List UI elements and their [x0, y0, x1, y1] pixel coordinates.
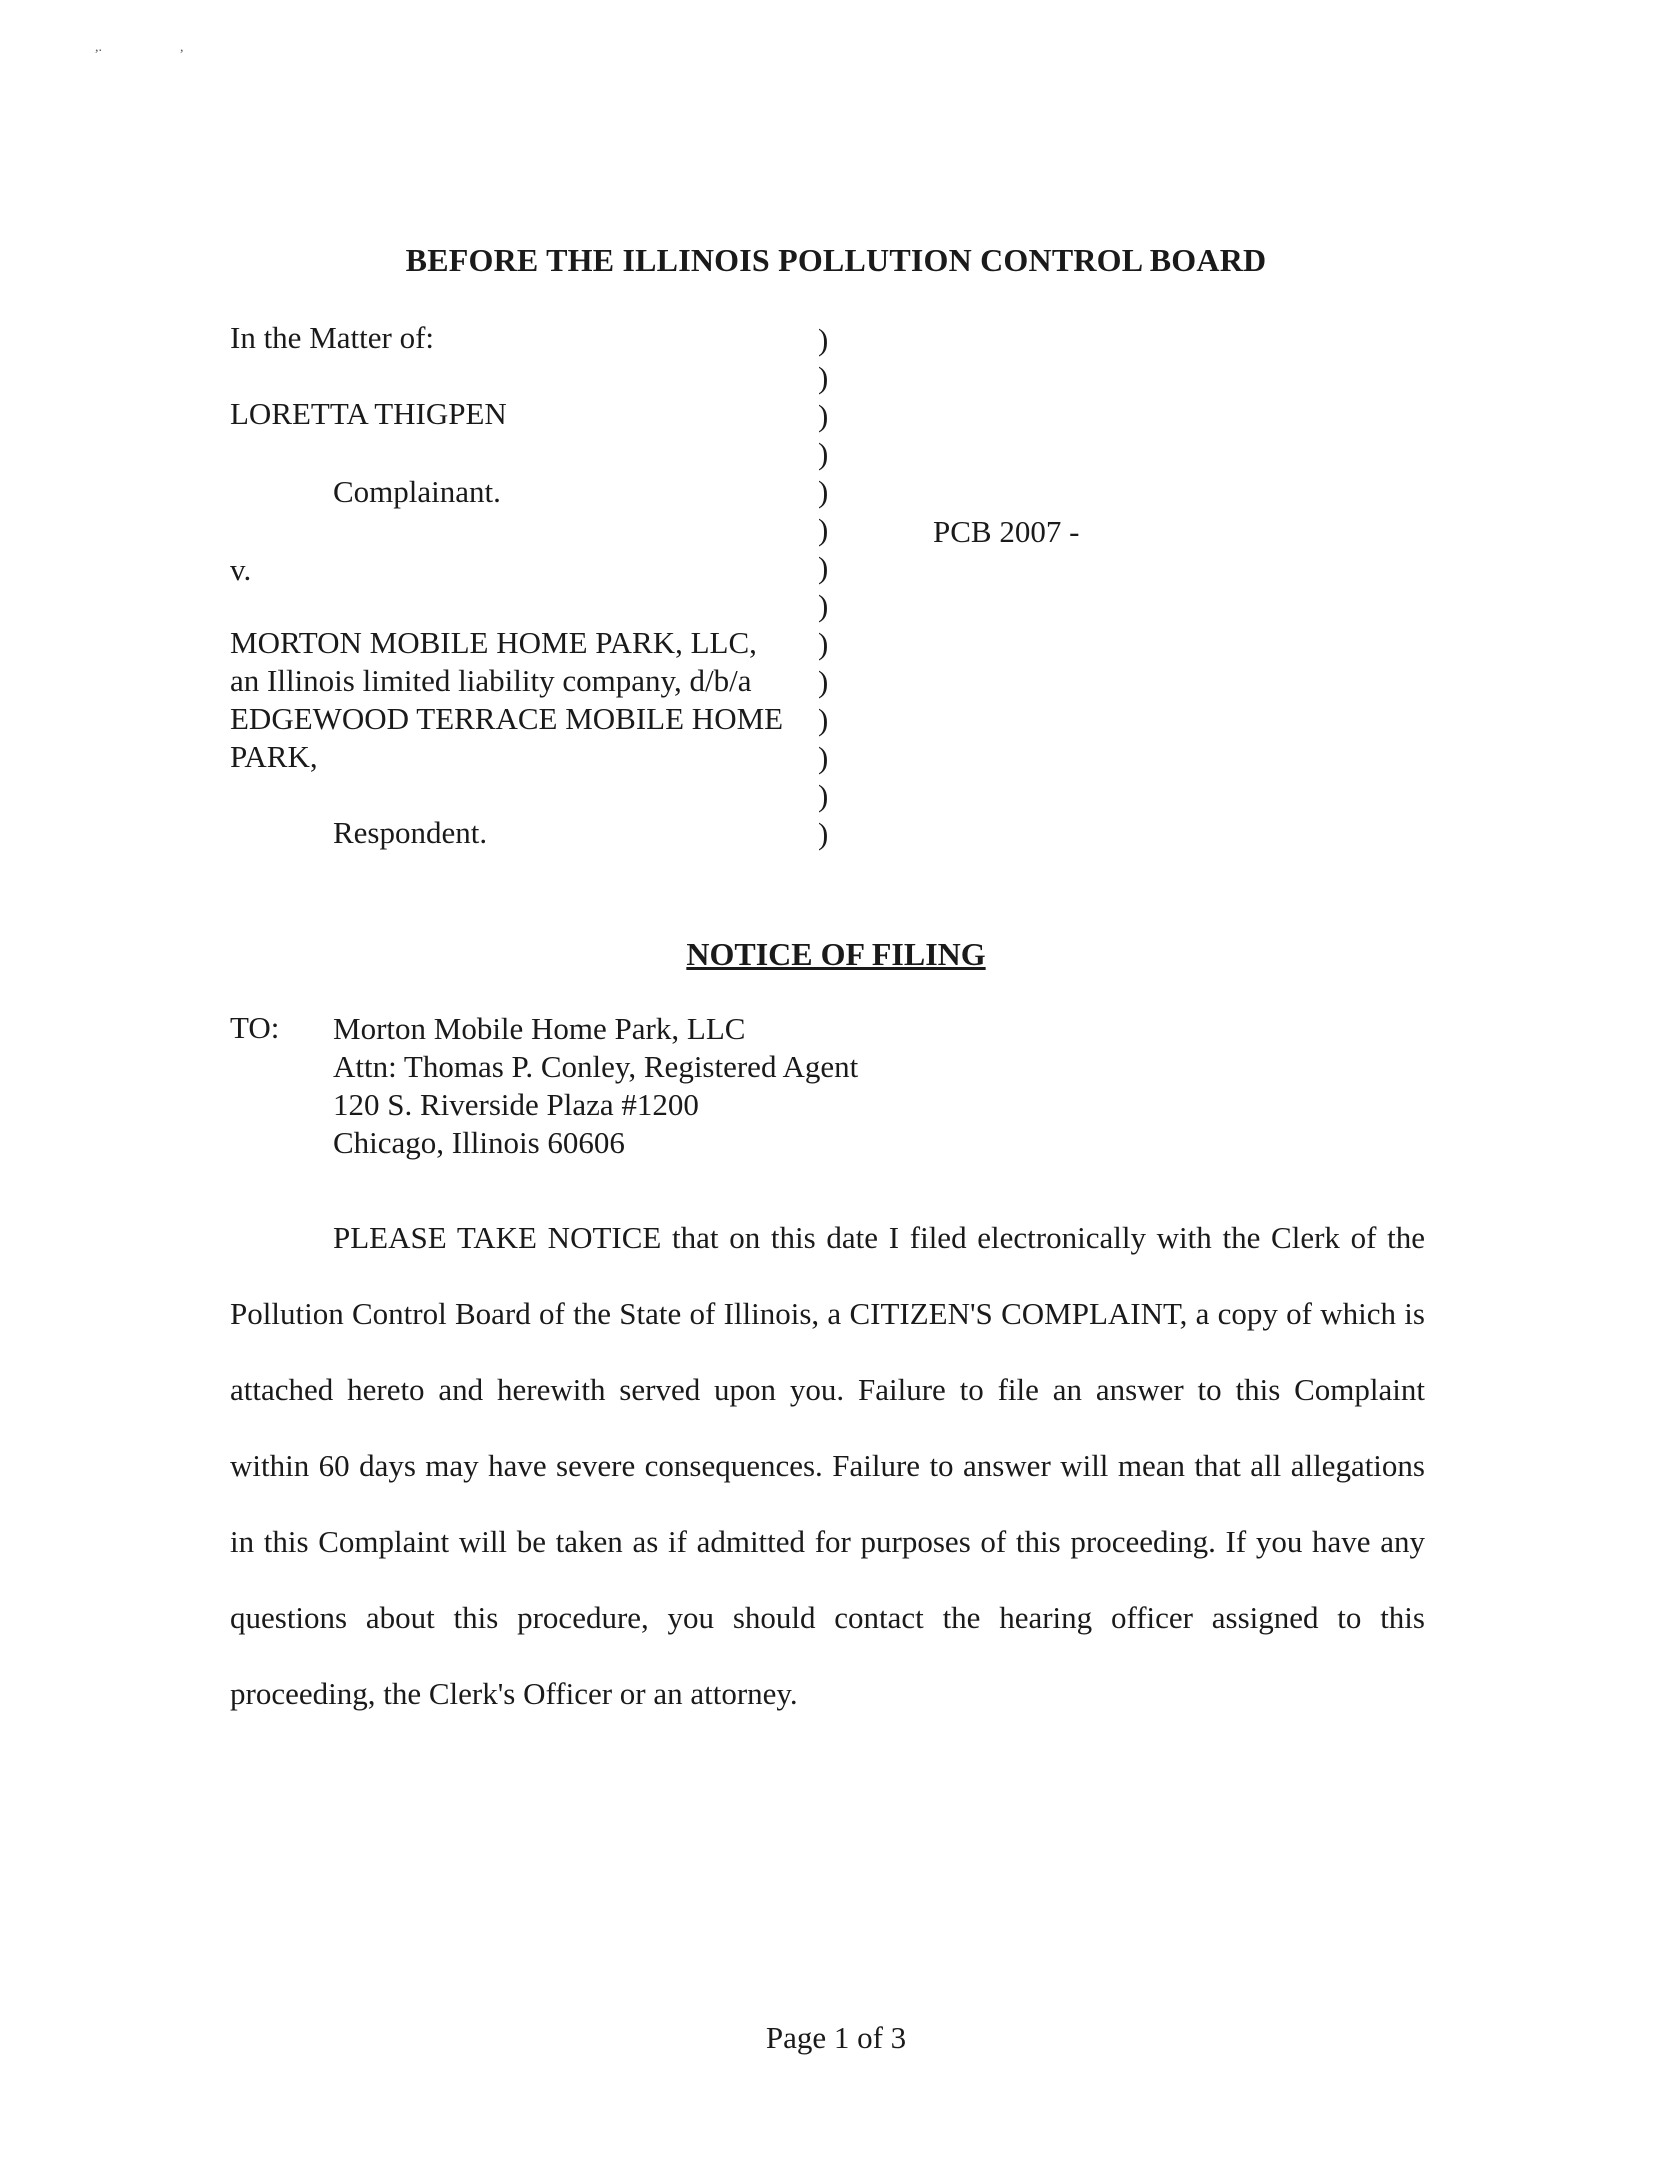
notice-body: PLEASE TAKE NOTICE that on this date I filed electronically with the Clerk of the Pollution Control Board of the State of Illinois, a CITIZEN'S COMPLAINT, a copy of which is attached hereto and herewith served upon you. Failure to file an answer to this Complaint within 60 days may have severe consequences. Failure to answer will mean that all allegations in this Complaint will be taken as if admitted for purposes of this proceeding. If you have any questions about this procedure, you should contact the hearing officer assigned to this proceeding, the Clerk's Officer or an attorney. [230, 1220, 1425, 1711]
caption-paren: ) [818, 550, 829, 585]
address-line: Morton Mobile Home Park, LLC [333, 1011, 746, 1046]
caption-paren: ) [818, 398, 829, 433]
page-title: BEFORE THE ILLINOIS POLLUTION CONTROL BOARD [405, 242, 1267, 278]
notice-title: NOTICE OF FILING [686, 936, 986, 972]
to-label: TO: [230, 1010, 280, 1045]
respondent-line: EDGEWOOD TERRACE MOBILE HOME [230, 701, 784, 736]
complainant-name: LORETTA THIGPEN [230, 396, 507, 431]
caption-paren: ) [818, 512, 829, 547]
caption-paren: ) [818, 626, 829, 661]
case-number: PCB 2007 - [933, 514, 1080, 549]
versus-label: v. [230, 552, 252, 587]
scan-mark: , [180, 40, 184, 55]
caption-paren: ) [818, 816, 829, 851]
caption-paren: ) [818, 664, 829, 699]
address-line: Attn: Thomas P. Conley, Registered Agent [333, 1049, 859, 1084]
page-number: Page 1 of 3 [765, 2020, 907, 2055]
address-line: 120 S. Riverside Plaza #1200 [333, 1087, 699, 1122]
caption-paren: ) [818, 322, 829, 357]
caption-paren: ) [818, 588, 829, 623]
respondent-line: MORTON MOBILE HOME PARK, LLC, [230, 625, 757, 660]
address-line: Chicago, Illinois 60606 [333, 1125, 625, 1160]
respondent-role: Respondent. [333, 815, 488, 850]
caption-paren: ) [818, 740, 829, 775]
caption-paren: ) [818, 436, 829, 471]
scan-mark: ,. [95, 40, 102, 55]
complainant-role: Complainant. [333, 474, 501, 509]
caption-paren: ) [818, 474, 829, 509]
caption-paren: ) [818, 360, 829, 395]
respondent-line: an Illinois limited liability company, d/b/a [230, 663, 752, 698]
caption-paren: ) [818, 702, 829, 737]
respondent-line: PARK, [230, 739, 318, 774]
in-the-matter-label: In the Matter of: [230, 320, 435, 355]
caption-paren: ) [818, 778, 829, 813]
